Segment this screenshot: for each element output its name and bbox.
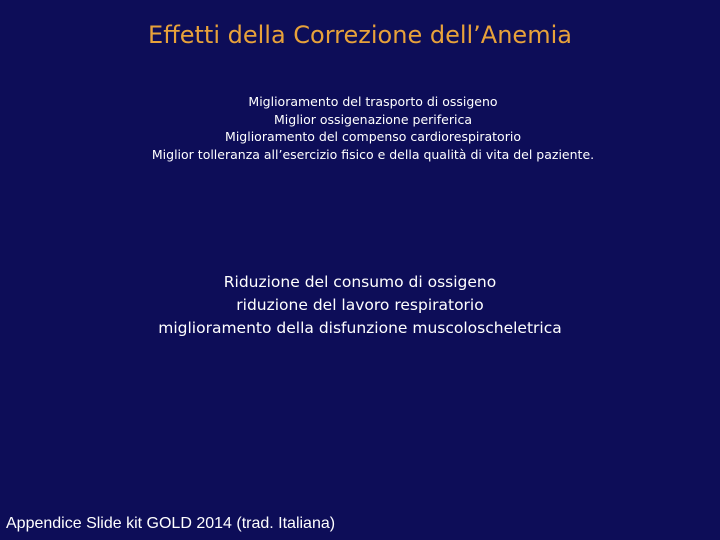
reduction-item: riduzione del lavoro respiratorio (236, 296, 484, 314)
benefit-item: Miglior ossigenazione periferica (274, 111, 472, 127)
benefits-list (0, 93, 720, 163)
benefit-item: Miglioramento del trasporto di ossigeno (248, 94, 498, 109)
reductions-list (0, 271, 720, 340)
benefit-item: Miglior tolleranza all’esercizio fisico e della qualità di vita del paziente. (151, 146, 595, 162)
reduction-item: miglioramento della disfunzione muscoloscheletrica (158, 319, 562, 337)
benefit-item: Miglioramento del compenso cardiorespiratorio (225, 129, 521, 144)
reduction-item: Riduzione del consumo di ossigeno (223, 273, 497, 291)
slide-title: Effetti della Correzione dell’Anemia (148, 21, 572, 49)
slide-footer: Appendice Slide kit GOLD 2014 (trad. Italiana) (6, 515, 336, 532)
